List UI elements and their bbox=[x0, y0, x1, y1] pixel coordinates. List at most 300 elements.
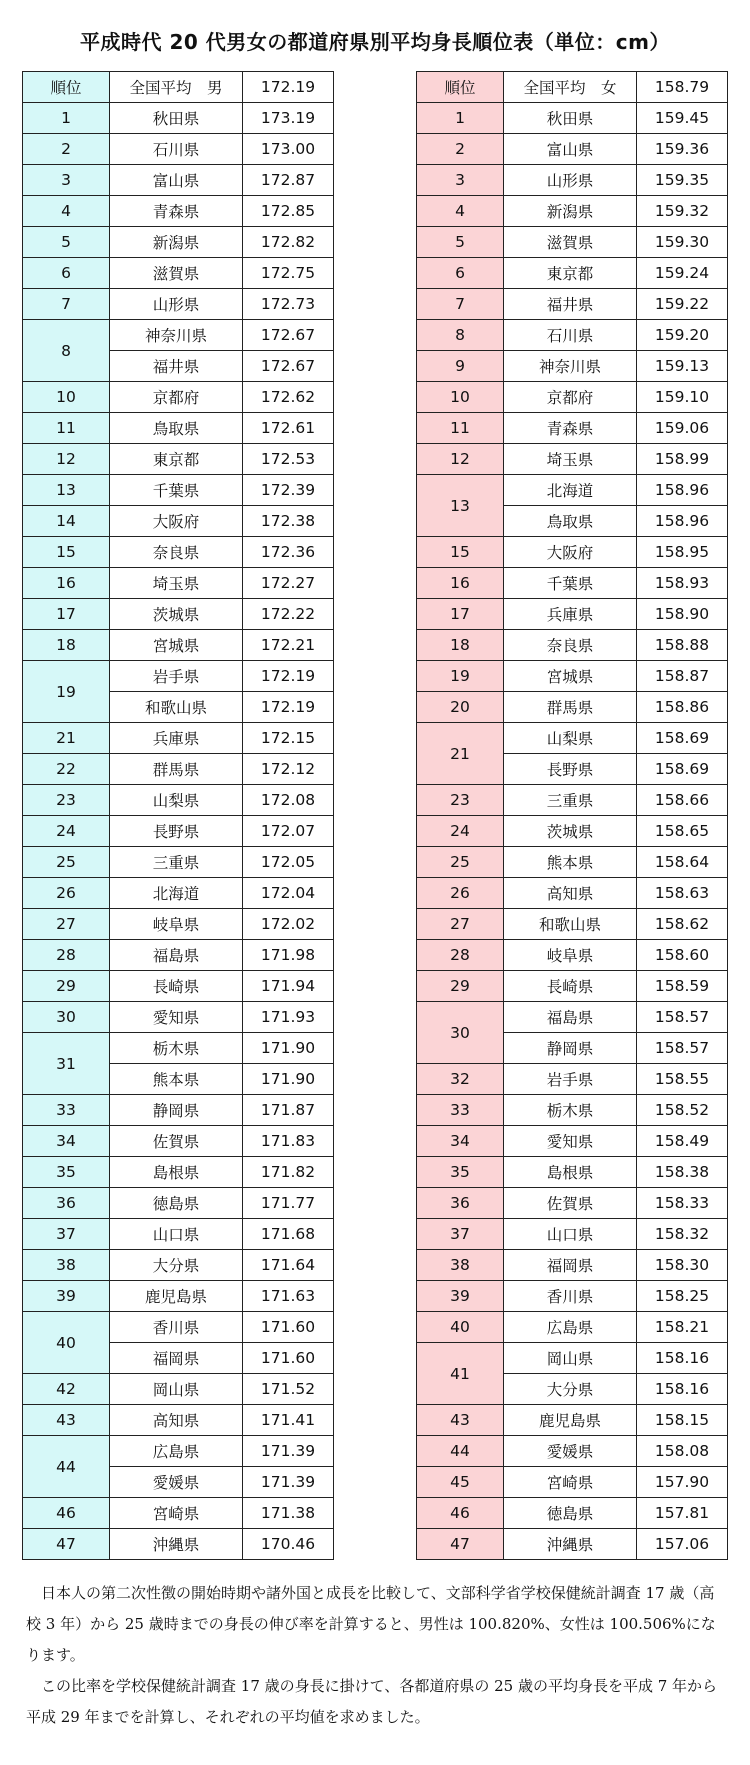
height-cell: 158.55 bbox=[637, 1064, 728, 1095]
rank-cell: 14 bbox=[23, 506, 110, 537]
rank-cell: 44 bbox=[23, 1436, 110, 1498]
rank-header: 順位 bbox=[23, 72, 110, 103]
header-row bbox=[23, 72, 334, 103]
table-row bbox=[417, 1467, 728, 1498]
prefecture-cell: 岡山県 bbox=[110, 1374, 243, 1405]
prefecture-cell: 高知県 bbox=[110, 1405, 243, 1436]
table-row bbox=[23, 1126, 334, 1157]
table-row bbox=[417, 878, 728, 909]
table-row bbox=[417, 1126, 728, 1157]
table-row bbox=[417, 568, 728, 599]
height-cell: 157.90 bbox=[637, 1467, 728, 1498]
rank-cell: 4 bbox=[23, 196, 110, 227]
height-cell: 172.02 bbox=[243, 909, 334, 940]
height-cell: 158.65 bbox=[637, 816, 728, 847]
table-row bbox=[417, 661, 728, 692]
prefecture-cell: 岩手県 bbox=[504, 1064, 637, 1095]
table-row bbox=[23, 444, 334, 475]
rank-cell: 30 bbox=[23, 1002, 110, 1033]
rank-cell: 17 bbox=[23, 599, 110, 630]
height-cell: 158.69 bbox=[637, 754, 728, 785]
table-row bbox=[417, 258, 728, 289]
prefecture-cell: 山形県 bbox=[504, 165, 637, 196]
table-row bbox=[23, 1157, 334, 1188]
table-row bbox=[417, 630, 728, 661]
height-cell: 172.38 bbox=[243, 506, 334, 537]
prefecture-cell: 福島県 bbox=[504, 1002, 637, 1033]
table-row bbox=[23, 258, 334, 289]
height-cell: 172.61 bbox=[243, 413, 334, 444]
table-row bbox=[23, 196, 334, 227]
table-row bbox=[23, 103, 334, 134]
table-row bbox=[23, 134, 334, 165]
rank-cell: 13 bbox=[23, 475, 110, 506]
prefecture-cell: 栃木県 bbox=[110, 1033, 243, 1064]
table-row bbox=[417, 1188, 728, 1219]
rank-cell: 29 bbox=[23, 971, 110, 1002]
prefecture-cell: 茨城県 bbox=[504, 816, 637, 847]
rank-cell: 19 bbox=[23, 661, 110, 723]
rank-cell: 26 bbox=[417, 878, 504, 909]
table-row bbox=[23, 1188, 334, 1219]
rank-cell: 15 bbox=[417, 537, 504, 568]
rank-cell: 28 bbox=[417, 940, 504, 971]
rank-cell: 10 bbox=[23, 382, 110, 413]
prefecture-cell: 秋田県 bbox=[504, 103, 637, 134]
height-cell: 171.98 bbox=[243, 940, 334, 971]
height-cell: 171.60 bbox=[243, 1312, 334, 1343]
prefecture-cell: 福岡県 bbox=[110, 1343, 243, 1374]
height-cell: 172.21 bbox=[243, 630, 334, 661]
height-cell: 158.30 bbox=[637, 1250, 728, 1281]
table-row bbox=[417, 227, 728, 258]
height-cell: 171.83 bbox=[243, 1126, 334, 1157]
prefecture-cell: 埼玉県 bbox=[110, 568, 243, 599]
prefecture-cell: 大分県 bbox=[110, 1250, 243, 1281]
prefecture-cell: 熊本県 bbox=[504, 847, 637, 878]
height-cell: 171.90 bbox=[243, 1064, 334, 1095]
table-row bbox=[417, 1281, 728, 1312]
height-cell: 158.69 bbox=[637, 723, 728, 754]
prefecture-cell: 長崎県 bbox=[504, 971, 637, 1002]
prefecture-cell: 鳥取県 bbox=[110, 413, 243, 444]
height-cell: 172.04 bbox=[243, 878, 334, 909]
table-row bbox=[23, 506, 334, 537]
table-row bbox=[417, 599, 728, 630]
table-row bbox=[23, 382, 334, 413]
rank-cell: 25 bbox=[417, 847, 504, 878]
table-row bbox=[23, 227, 334, 258]
table-row bbox=[417, 692, 728, 723]
table-row bbox=[417, 444, 728, 475]
rank-cell: 22 bbox=[23, 754, 110, 785]
table-row bbox=[23, 940, 334, 971]
prefecture-cell: 新潟県 bbox=[504, 196, 637, 227]
height-cell: 159.32 bbox=[637, 196, 728, 227]
prefecture-cell: 新潟県 bbox=[110, 227, 243, 258]
table-row bbox=[23, 1529, 334, 1560]
height-cell: 171.94 bbox=[243, 971, 334, 1002]
prefecture-cell: 鳥取県 bbox=[504, 506, 637, 537]
prefecture-cell: 東京都 bbox=[110, 444, 243, 475]
prefecture-cell: 沖縄県 bbox=[504, 1529, 637, 1560]
rank-cell: 8 bbox=[23, 320, 110, 382]
height-cell: 158.88 bbox=[637, 630, 728, 661]
prefecture-cell: 大阪府 bbox=[110, 506, 243, 537]
height-cell: 157.06 bbox=[637, 1529, 728, 1560]
prefecture-cell: 大阪府 bbox=[504, 537, 637, 568]
height-cell: 159.13 bbox=[637, 351, 728, 382]
height-cell: 158.66 bbox=[637, 785, 728, 816]
prefecture-cell: 山梨県 bbox=[110, 785, 243, 816]
prefecture-cell: 三重県 bbox=[110, 847, 243, 878]
prefecture-cell: 山梨県 bbox=[504, 723, 637, 754]
prefecture-cell: 長野県 bbox=[110, 816, 243, 847]
rank-cell: 4 bbox=[417, 196, 504, 227]
rank-cell: 40 bbox=[417, 1312, 504, 1343]
table-row bbox=[417, 382, 728, 413]
prefecture-cell: 熊本県 bbox=[110, 1064, 243, 1095]
rank-cell: 47 bbox=[23, 1529, 110, 1560]
table-row bbox=[417, 413, 728, 444]
prefecture-cell: 群馬県 bbox=[504, 692, 637, 723]
prefecture-cell: 和歌山県 bbox=[504, 909, 637, 940]
prefecture-cell: 宮崎県 bbox=[504, 1467, 637, 1498]
prefecture-cell: 京都府 bbox=[504, 382, 637, 413]
rank-cell: 12 bbox=[417, 444, 504, 475]
prefecture-cell: 岡山県 bbox=[504, 1343, 637, 1374]
height-cell: 172.19 bbox=[243, 692, 334, 723]
height-cell: 158.93 bbox=[637, 568, 728, 599]
height-cell: 170.46 bbox=[243, 1529, 334, 1560]
rank-cell: 24 bbox=[417, 816, 504, 847]
rank-cell: 21 bbox=[23, 723, 110, 754]
prefecture-cell: 島根県 bbox=[504, 1157, 637, 1188]
table-row bbox=[417, 1157, 728, 1188]
prefecture-cell: 東京都 bbox=[504, 258, 637, 289]
rank-cell: 28 bbox=[23, 940, 110, 971]
rank-cell: 31 bbox=[23, 1033, 110, 1095]
table-row bbox=[417, 1405, 728, 1436]
table-row bbox=[23, 785, 334, 816]
table-row bbox=[417, 165, 728, 196]
height-cell: 158.16 bbox=[637, 1343, 728, 1374]
height-cell: 171.87 bbox=[243, 1095, 334, 1126]
prefecture-cell: 静岡県 bbox=[110, 1095, 243, 1126]
height-cell: 158.95 bbox=[637, 537, 728, 568]
prefecture-cell: 宮崎県 bbox=[110, 1498, 243, 1529]
rank-header: 順位 bbox=[417, 72, 504, 103]
prefecture-cell: 石川県 bbox=[504, 320, 637, 351]
height-cell: 171.77 bbox=[243, 1188, 334, 1219]
rank-cell: 5 bbox=[23, 227, 110, 258]
rank-cell: 32 bbox=[417, 1064, 504, 1095]
prefecture-cell: 北海道 bbox=[504, 475, 637, 506]
table-row bbox=[417, 971, 728, 1002]
prefecture-cell: 長野県 bbox=[504, 754, 637, 785]
prefecture-cell: 秋田県 bbox=[110, 103, 243, 134]
prefecture-cell: 鹿児島県 bbox=[504, 1405, 637, 1436]
rank-cell: 23 bbox=[23, 785, 110, 816]
height-cell: 171.39 bbox=[243, 1467, 334, 1498]
height-cell: 171.38 bbox=[243, 1498, 334, 1529]
rank-cell: 41 bbox=[417, 1343, 504, 1405]
height-cell: 172.19 bbox=[243, 661, 334, 692]
prefecture-cell: 石川県 bbox=[110, 134, 243, 165]
rank-cell: 29 bbox=[417, 971, 504, 1002]
prefecture-cell: 岐阜県 bbox=[504, 940, 637, 971]
table-row bbox=[23, 165, 334, 196]
height-cell: 172.67 bbox=[243, 320, 334, 351]
height-cell: 172.67 bbox=[243, 351, 334, 382]
rank-cell: 10 bbox=[417, 382, 504, 413]
height-cell: 171.64 bbox=[243, 1250, 334, 1281]
rank-cell: 15 bbox=[23, 537, 110, 568]
table-row bbox=[23, 1219, 334, 1250]
prefecture-cell: 鹿児島県 bbox=[110, 1281, 243, 1312]
prefecture-cell: 宮城県 bbox=[110, 630, 243, 661]
rank-cell: 17 bbox=[417, 599, 504, 630]
height-cell: 172.82 bbox=[243, 227, 334, 258]
prefecture-cell: 山口県 bbox=[504, 1219, 637, 1250]
prefecture-cell: 福井県 bbox=[504, 289, 637, 320]
height-cell: 171.68 bbox=[243, 1219, 334, 1250]
prefecture-cell: 兵庫県 bbox=[504, 599, 637, 630]
height-cell: 172.08 bbox=[243, 785, 334, 816]
prefecture-cell: 奈良県 bbox=[110, 537, 243, 568]
prefecture-cell: 愛知県 bbox=[110, 1002, 243, 1033]
prefecture-cell: 神奈川県 bbox=[504, 351, 637, 382]
rank-cell: 30 bbox=[417, 1002, 504, 1064]
rank-cell: 43 bbox=[417, 1405, 504, 1436]
height-cell: 171.93 bbox=[243, 1002, 334, 1033]
height-cell: 159.20 bbox=[637, 320, 728, 351]
prefecture-cell: 京都府 bbox=[110, 382, 243, 413]
rank-cell: 21 bbox=[417, 723, 504, 785]
height-cell: 159.22 bbox=[637, 289, 728, 320]
table-row bbox=[23, 568, 334, 599]
prefecture-cell: 富山県 bbox=[110, 165, 243, 196]
prefecture-cell: 広島県 bbox=[504, 1312, 637, 1343]
height-cell: 173.19 bbox=[243, 103, 334, 134]
table-row bbox=[23, 1405, 334, 1436]
rank-cell: 5 bbox=[417, 227, 504, 258]
average-value: 158.79 bbox=[637, 72, 728, 103]
table-row bbox=[417, 351, 728, 382]
rank-cell: 9 bbox=[417, 351, 504, 382]
rank-cell: 18 bbox=[417, 630, 504, 661]
height-cell: 172.53 bbox=[243, 444, 334, 475]
prefecture-cell: 広島県 bbox=[110, 1436, 243, 1467]
prefecture-cell: 長崎県 bbox=[110, 971, 243, 1002]
rank-cell: 11 bbox=[23, 413, 110, 444]
height-cell: 171.60 bbox=[243, 1343, 334, 1374]
table-row bbox=[23, 816, 334, 847]
height-cell: 157.81 bbox=[637, 1498, 728, 1529]
rank-cell: 24 bbox=[23, 816, 110, 847]
rank-cell: 43 bbox=[23, 1405, 110, 1436]
table-row bbox=[417, 196, 728, 227]
rank-cell: 46 bbox=[23, 1498, 110, 1529]
prefecture-cell: 和歌山県 bbox=[110, 692, 243, 723]
height-cell: 158.57 bbox=[637, 1002, 728, 1033]
height-cell: 158.90 bbox=[637, 599, 728, 630]
rank-cell: 1 bbox=[23, 103, 110, 134]
height-cell: 172.73 bbox=[243, 289, 334, 320]
rank-cell: 44 bbox=[417, 1436, 504, 1467]
average-label: 全国平均 女 bbox=[504, 72, 637, 103]
height-cell: 172.62 bbox=[243, 382, 334, 413]
table-row bbox=[23, 1498, 334, 1529]
height-cell: 171.52 bbox=[243, 1374, 334, 1405]
height-cell: 158.59 bbox=[637, 971, 728, 1002]
rank-cell: 38 bbox=[417, 1250, 504, 1281]
height-cell: 172.75 bbox=[243, 258, 334, 289]
rank-cell: 47 bbox=[417, 1529, 504, 1560]
height-cell: 172.22 bbox=[243, 599, 334, 630]
height-cell: 172.07 bbox=[243, 816, 334, 847]
height-cell: 172.27 bbox=[243, 568, 334, 599]
table-row bbox=[23, 537, 334, 568]
note-paragraph: この比率を学校保健統計調査 17 歳の身長に掛けて、各都道府県の 25 歳の平均身長を平成 7 年から平成 29 年までを計算し、それぞれの平均値を求めました。 bbox=[26, 1677, 718, 1726]
table-row bbox=[417, 1002, 728, 1033]
height-cell: 171.63 bbox=[243, 1281, 334, 1312]
rank-cell: 6 bbox=[23, 258, 110, 289]
height-cell: 159.36 bbox=[637, 134, 728, 165]
rank-cell: 38 bbox=[23, 1250, 110, 1281]
table-row bbox=[23, 878, 334, 909]
rank-cell: 16 bbox=[417, 568, 504, 599]
prefecture-cell: 茨城県 bbox=[110, 599, 243, 630]
rank-cell: 36 bbox=[23, 1188, 110, 1219]
prefecture-cell: 北海道 bbox=[110, 878, 243, 909]
rank-cell: 33 bbox=[417, 1095, 504, 1126]
rank-cell: 16 bbox=[23, 568, 110, 599]
rank-cell: 19 bbox=[417, 661, 504, 692]
height-cell: 171.39 bbox=[243, 1436, 334, 1467]
table-row bbox=[417, 1095, 728, 1126]
table-row bbox=[23, 971, 334, 1002]
prefecture-cell: 静岡県 bbox=[504, 1033, 637, 1064]
table-row bbox=[417, 940, 728, 971]
prefecture-cell: 愛知県 bbox=[504, 1126, 637, 1157]
rank-cell: 27 bbox=[417, 909, 504, 940]
prefecture-cell: 愛媛県 bbox=[110, 1467, 243, 1498]
table-row bbox=[23, 413, 334, 444]
header-row bbox=[417, 72, 728, 103]
table-row bbox=[23, 289, 334, 320]
table-row bbox=[417, 289, 728, 320]
prefecture-cell: 神奈川県 bbox=[110, 320, 243, 351]
height-cell: 158.86 bbox=[637, 692, 728, 723]
rank-cell: 1 bbox=[417, 103, 504, 134]
rank-cell: 2 bbox=[23, 134, 110, 165]
rank-cell: 18 bbox=[23, 630, 110, 661]
table-row bbox=[23, 1095, 334, 1126]
rank-cell: 3 bbox=[23, 165, 110, 196]
height-cell: 158.15 bbox=[637, 1405, 728, 1436]
table-row bbox=[23, 320, 334, 351]
prefecture-cell: 青森県 bbox=[110, 196, 243, 227]
table-row bbox=[417, 103, 728, 134]
rank-cell: 35 bbox=[417, 1157, 504, 1188]
table-row bbox=[417, 723, 728, 754]
rank-cell: 26 bbox=[23, 878, 110, 909]
table-row bbox=[23, 1312, 334, 1343]
prefecture-cell: 埼玉県 bbox=[504, 444, 637, 475]
table-row bbox=[23, 1002, 334, 1033]
height-cell: 158.33 bbox=[637, 1188, 728, 1219]
prefecture-cell: 佐賀県 bbox=[504, 1188, 637, 1219]
prefecture-cell: 福岡県 bbox=[504, 1250, 637, 1281]
rank-cell: 20 bbox=[417, 692, 504, 723]
height-cell: 158.64 bbox=[637, 847, 728, 878]
prefecture-cell: 岐阜県 bbox=[110, 909, 243, 940]
rank-cell: 37 bbox=[417, 1219, 504, 1250]
prefecture-cell: 兵庫県 bbox=[110, 723, 243, 754]
height-cell: 158.60 bbox=[637, 940, 728, 971]
table-row bbox=[23, 1250, 334, 1281]
table-row bbox=[417, 1064, 728, 1095]
prefecture-cell: 奈良県 bbox=[504, 630, 637, 661]
table-row bbox=[417, 1312, 728, 1343]
table-row bbox=[417, 1250, 728, 1281]
table-row bbox=[417, 1436, 728, 1467]
height-cell: 172.85 bbox=[243, 196, 334, 227]
height-cell: 159.45 bbox=[637, 103, 728, 134]
table-row bbox=[417, 1343, 728, 1374]
height-cell: 171.82 bbox=[243, 1157, 334, 1188]
rank-cell: 7 bbox=[417, 289, 504, 320]
notes bbox=[26, 1578, 726, 1733]
rank-cell: 7 bbox=[23, 289, 110, 320]
height-cell: 158.52 bbox=[637, 1095, 728, 1126]
height-cell: 172.36 bbox=[243, 537, 334, 568]
rank-cell: 36 bbox=[417, 1188, 504, 1219]
rank-cell: 37 bbox=[23, 1219, 110, 1250]
rank-cell: 33 bbox=[23, 1095, 110, 1126]
height-cell: 172.12 bbox=[243, 754, 334, 785]
rank-cell: 34 bbox=[23, 1126, 110, 1157]
rank-cell: 12 bbox=[23, 444, 110, 475]
page-title: 平成時代 20 代男女の都道府県別平均身長順位表（単位：cm） bbox=[80, 30, 670, 54]
rank-cell: 25 bbox=[23, 847, 110, 878]
table-row bbox=[23, 1436, 334, 1467]
rank-cell: 46 bbox=[417, 1498, 504, 1529]
prefecture-cell: 香川県 bbox=[504, 1281, 637, 1312]
rank-cell: 42 bbox=[23, 1374, 110, 1405]
prefecture-cell: 千葉県 bbox=[504, 568, 637, 599]
male-ranking-table bbox=[22, 71, 334, 1560]
height-cell: 159.10 bbox=[637, 382, 728, 413]
table-row bbox=[23, 754, 334, 785]
prefecture-cell: 三重県 bbox=[504, 785, 637, 816]
prefecture-cell: 徳島県 bbox=[504, 1498, 637, 1529]
prefecture-cell: 滋賀県 bbox=[504, 227, 637, 258]
prefecture-cell: 愛媛県 bbox=[504, 1436, 637, 1467]
prefecture-cell: 福島県 bbox=[110, 940, 243, 971]
female-ranking-table bbox=[416, 71, 728, 1560]
rank-cell: 39 bbox=[417, 1281, 504, 1312]
table-row bbox=[417, 785, 728, 816]
table-row bbox=[417, 320, 728, 351]
table-row bbox=[417, 1498, 728, 1529]
rank-cell: 45 bbox=[417, 1467, 504, 1498]
prefecture-cell: 山口県 bbox=[110, 1219, 243, 1250]
rank-cell: 35 bbox=[23, 1157, 110, 1188]
table-row bbox=[417, 1219, 728, 1250]
height-cell: 158.21 bbox=[637, 1312, 728, 1343]
